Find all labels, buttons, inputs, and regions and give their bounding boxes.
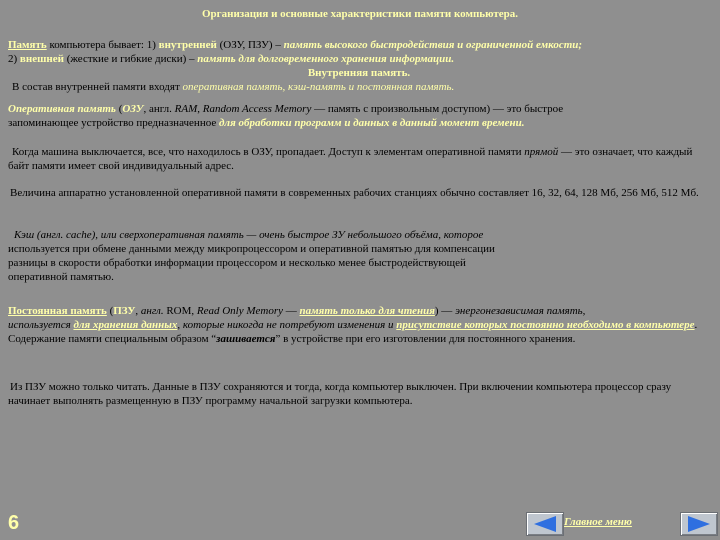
intro-paragraph (8, 38, 710, 94)
ram-abbr: ОЗУ (122, 103, 144, 115)
rom-sewn: зашивается (216, 333, 276, 345)
internal-word: внутренней (158, 39, 217, 51)
cache-line-4: оперативной памятью. (8, 271, 114, 283)
external-desc: память для долговременного хранения информации. (197, 53, 455, 65)
arrow-left-icon (534, 516, 556, 532)
rom-used: используется (8, 319, 74, 331)
rom-term: Постоянная память (8, 305, 107, 317)
rom-text-2: , (135, 305, 141, 317)
rom-readonly: память только для чтения (299, 305, 435, 317)
rom-purpose-tail: , которые никогда не потребуют изменения и (177, 319, 397, 331)
composition-text: В состав внутренней памяти входят (12, 81, 183, 93)
ram-text-4: — память с произвольным доступом) — это быстрое (311, 103, 564, 115)
ram-text-1: ( (115, 103, 123, 115)
internal-heading: Внутренняя память. (307, 67, 411, 79)
external-word: внешней (19, 53, 64, 65)
ram-access-word: прямой (524, 146, 559, 158)
rom-boot-paragraph: Из ПЗУ можно только читать. Данные в ПЗУ сохраняются и тогда, когда компьютер выключен. При включении компьютера процессор сразу начинает выполнять размещенную в ПЗУ программу начальной загрузки компьютера. (8, 381, 672, 407)
prev-slide-button[interactable] (526, 512, 564, 536)
rom-text-1: ( (106, 305, 114, 317)
intro-text-1: компьютера бывает: 1) (46, 39, 159, 51)
ram-text-3: , (197, 103, 203, 115)
intro-text-4: (жесткие и гибкие диски) – (63, 53, 198, 65)
rom-text-4: ) — (434, 305, 456, 317)
ram-sizes-paragraph: Величина аппаратно установленной оперативной памяти в современных рабочих станциях обычно составляет 16, 32, 64, 128 Мб, 256 Мб, 512 Мб. (10, 187, 699, 199)
ram-volatility-text: Когда машина выключается, все, что находилось в ОЗУ, пропадает. Доступ к элементам оперативной памяти (12, 146, 525, 158)
cache-line-3: разницы в скорости обработки информации процессором и несколько менее быстродействующей (8, 257, 466, 269)
rom-text-5: . Содержание памяти специальным образом “ (8, 319, 698, 345)
cache-line-1: Кэш (англ. cache), или сверхоперативная память — очень быстрое ЗУ небольшого объёма, которое (14, 229, 484, 241)
rom-paragraph (8, 304, 710, 346)
cache-line-2: используется при обмене данными между микропроцессором и оперативной памятью для компенсации (8, 243, 495, 255)
rom-nonvolatile: энергонезависимая память, (455, 305, 586, 317)
rom-presence: присутствие которых постоянно необходимо в компьютере (396, 319, 695, 331)
slide-number: 6 (8, 512, 20, 534)
rom-en-prefix: англ. (140, 305, 164, 317)
memory-term: Память (8, 39, 47, 51)
ram-volatility-paragraph (8, 145, 710, 173)
ram-text-5: запоминающее устройство предназначенное (8, 117, 219, 129)
cache-paragraph (8, 228, 710, 284)
intro-text-3: 2) (8, 53, 20, 65)
main-menu-link[interactable]: Главное меню (564, 516, 632, 528)
page-title: Организация и основные характеристики памяти компьютера. (201, 8, 519, 20)
rom-text-6: ” в устройстве при его изготовлении для постоянного хранения. (275, 333, 576, 345)
rom-en-abbr: ROM, (163, 305, 197, 317)
rom-en-full: Read Only Memory (196, 305, 284, 317)
next-slide-button[interactable] (680, 512, 718, 536)
ram-text-2: , англ. (143, 103, 175, 115)
rom-purpose: для хранения данных (73, 319, 178, 331)
ram-volatility-tail: — это означает, что каждый байт памяти имеет свой индивидуальный адрес. (8, 146, 693, 172)
ram-paragraph (8, 102, 710, 130)
arrow-right-icon (688, 516, 710, 532)
ram-en-full: Random Access Memory (202, 103, 312, 115)
ram-en-abbr: RAM (174, 103, 198, 115)
rom-text-3: — (283, 305, 300, 317)
ram-purpose: для обработки программ и данных в данный момент времени. (218, 117, 525, 129)
composition-items: оперативная память, кэш-память и постоянная память. (182, 81, 455, 93)
rom-abbr: ПЗУ (113, 305, 136, 317)
ram-term: Оперативная память (8, 103, 116, 115)
internal-desc: память высокого быстродействия и ограниченной емкости; (283, 39, 583, 51)
intro-text-2: (ОЗУ, ПЗУ) – (216, 39, 284, 51)
